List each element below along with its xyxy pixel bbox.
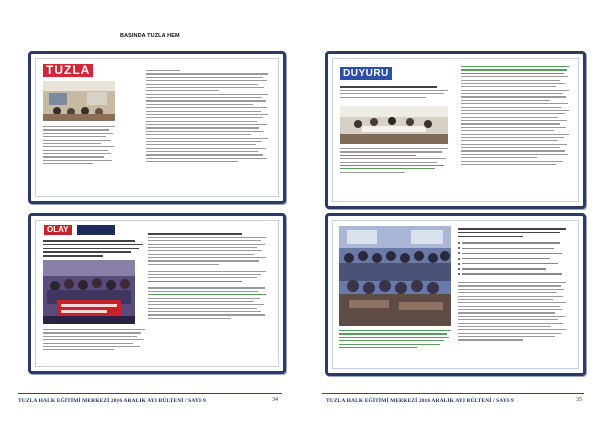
page-number-right: 35 xyxy=(576,397,582,403)
clipping-intro-text xyxy=(340,86,448,100)
clipping-body-text-left xyxy=(43,126,115,167)
footer-divider-right xyxy=(322,393,584,394)
clipping-body-text-right xyxy=(148,233,266,321)
clipping-headline xyxy=(43,240,143,259)
newspaper-clipping-olay[interactable] xyxy=(28,213,286,374)
footer-title-right: TUZLA HALK EĞİTİMİ MERKEZİ 2016 ARALIK AYI BÜLTENİ / SAYI-9 xyxy=(326,398,514,404)
page-number-left: 34 xyxy=(272,397,278,403)
clipping-bullet-list xyxy=(458,242,566,278)
photo-caption-text xyxy=(339,330,451,350)
clipping-body-text-right xyxy=(461,66,569,167)
newspaper-clipping-event[interactable] xyxy=(325,213,586,376)
newspaper-clipping-duyuru[interactable] xyxy=(325,51,586,209)
clipping-masthead: DUYURU xyxy=(340,67,392,80)
meeting-photo xyxy=(340,106,448,144)
clipping-body-text-left xyxy=(340,148,448,175)
newspaper-clipping-tuzla[interactable] xyxy=(28,51,286,204)
footer-divider-left xyxy=(18,393,282,394)
classroom-photo xyxy=(43,81,115,121)
clipping-body-text-right xyxy=(146,70,268,165)
clipping-masthead: TUZLA xyxy=(43,64,93,77)
footer-title-left: TUZLA HALK EĞİTİMİ MERKEZİ 2016 ARALIK AYI BÜLTENİ / SAYI-9 xyxy=(18,398,206,404)
clipping-headline xyxy=(458,228,566,239)
group-photo xyxy=(43,260,135,324)
clipping-body-text-left xyxy=(43,329,145,353)
auditorium-photo xyxy=(339,226,451,326)
page-heading: BASINDA TUZLA HEM xyxy=(120,33,180,39)
clipping-masthead: OLAY xyxy=(44,225,72,235)
clipping-body-text-right xyxy=(458,282,566,343)
masthead-logo-band xyxy=(77,225,115,235)
